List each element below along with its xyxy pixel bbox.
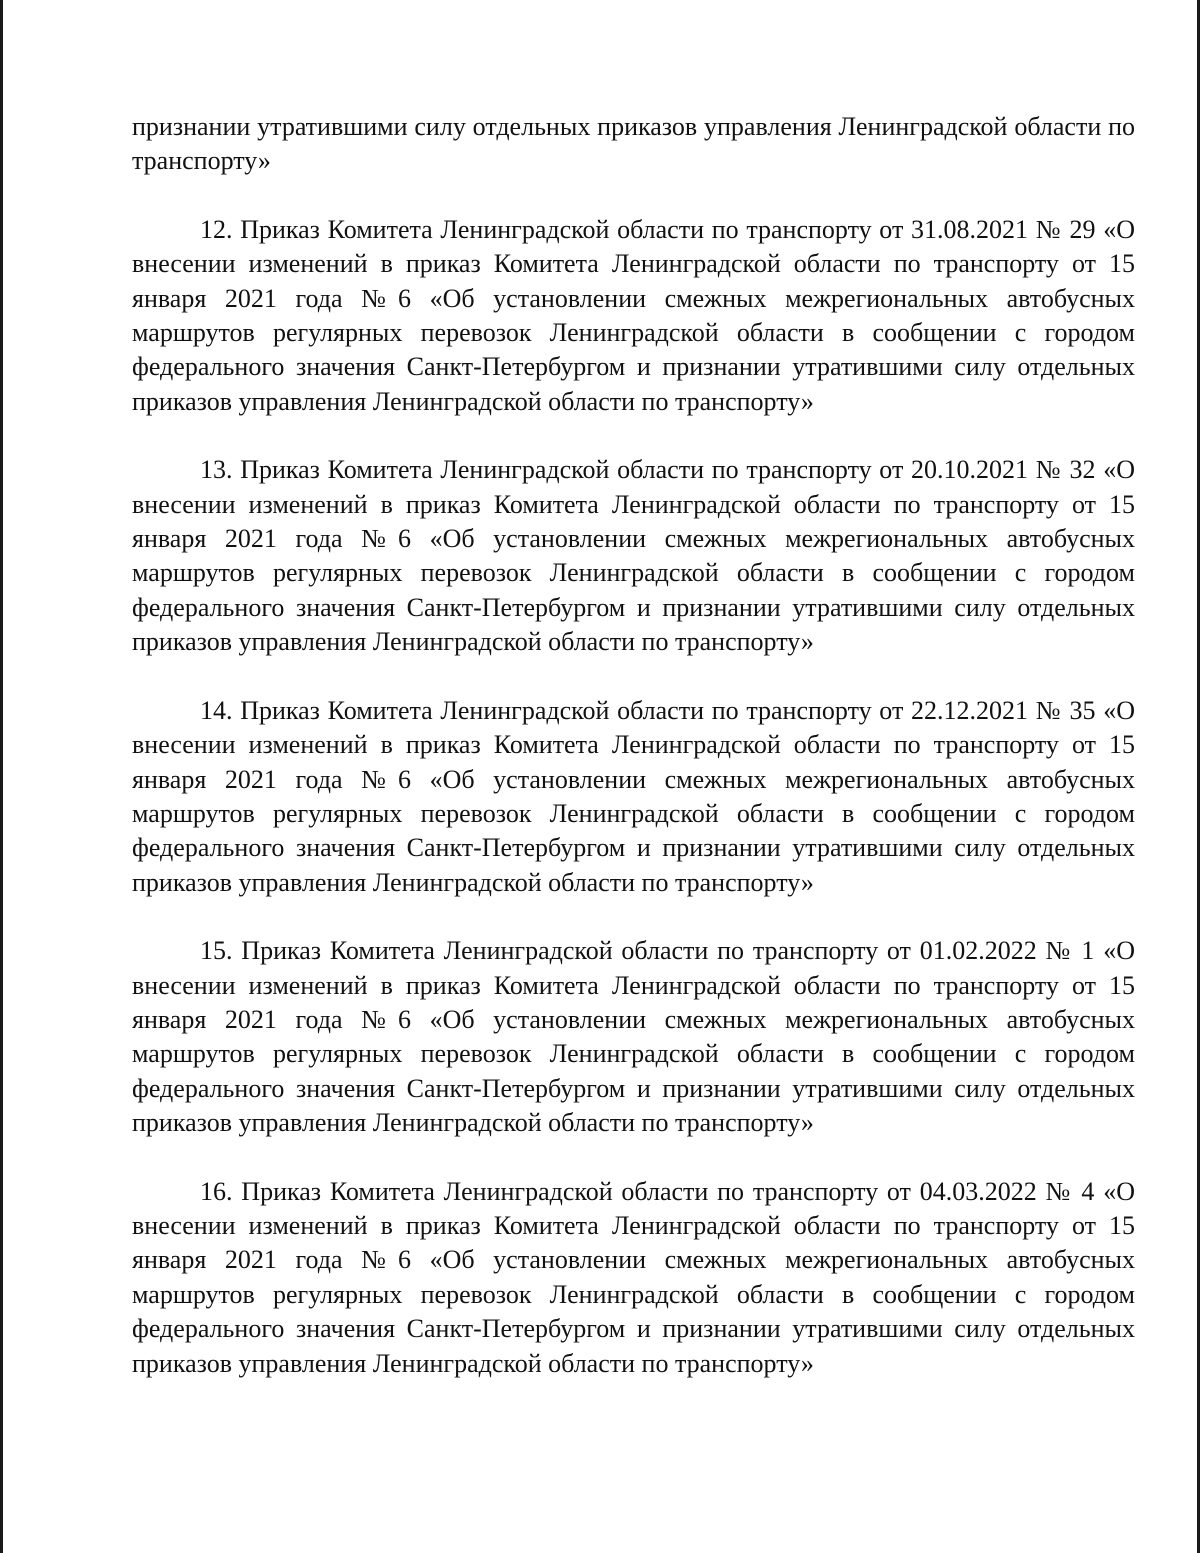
paragraph-continuation: признании утратившими силу отдельных приказов управления Ленинградской области по транспорту» <box>132 112 1135 176</box>
document-body <box>132 110 1135 1415</box>
list-item-16: 16. Приказ Комитета Ленинградской области по транспорту от 04.03.2022 № 4 «О внесении изменений в приказ Комитета Ленинградской области по транспорту от 15 января 2021 года №6 «Об установлении смежных межрегиональных автобусных маршрутов регулярных перевозок Ленинградской области в сообщении с городом федерального значения Санкт-Петербургом и признании утратившими силу отдельных приказов управления Ленинградской области по транспорту» <box>132 1176 1135 1378</box>
scan-edge-left <box>0 0 3 1553</box>
list-item-15: 15. Приказ Комитета Ленинградской области по транспорту от 01.02.2022 № 1 «О внесении изменений в приказ Комитета Ленинградской области по транспорту от 15 января 2021 года №6 «Об установлении смежных межрегиональных автобусных маршрутов регулярных перевозок Ленинградской области в сообщении с городом федерального значения Санкт-Петербургом и признании утратившими силу отдельных приказов управления Ленинградской области по транспорту» <box>132 936 1135 1138</box>
list-item-12: 12. Приказ Комитета Ленинградской области по транспорту от 31.08.2021 № 29 «О внесении изменений в приказ Комитета Ленинградской области по транспорту от 15 января 2021 года №6 «Об установлении смежных межрегиональных автобусных маршрутов регулярных перевозок Ленинградской области в сообщении с городом федерального значения Санкт-Петербургом и признании утратившими силу отдельных приказов управления Ленинградской области по транспорту» <box>132 214 1135 416</box>
list-item-14: 14. Приказ Комитета Ленинградской области по транспорту от 22.12.2021 № 35 «О внесении изменений в приказ Комитета Ленинградской области по транспорту от 15 января 2021 года №6 «Об установлении смежных межрегиональных автобусных маршрутов регулярных перевозок Ленинградской области в сообщении с городом федерального значения Санкт-Петербургом и признании утратившими силу отдельных приказов управления Ленинградской области по транспорту» <box>132 695 1135 897</box>
list-item-13: 13. Приказ Комитета Ленинградской области по транспорту от 20.10.2021 № 32 «О внесении изменений в приказ Комитета Ленинградской области по транспорту от 15 января 2021 года №6 «Об установлении смежных межрегиональных автобусных маршрутов регулярных перевозок Ленинградской области в сообщении с городом федерального значения Санкт-Петербургом и признании утратившими силу отдельных приказов управления Ленинградской области по транспорту» <box>132 455 1135 657</box>
